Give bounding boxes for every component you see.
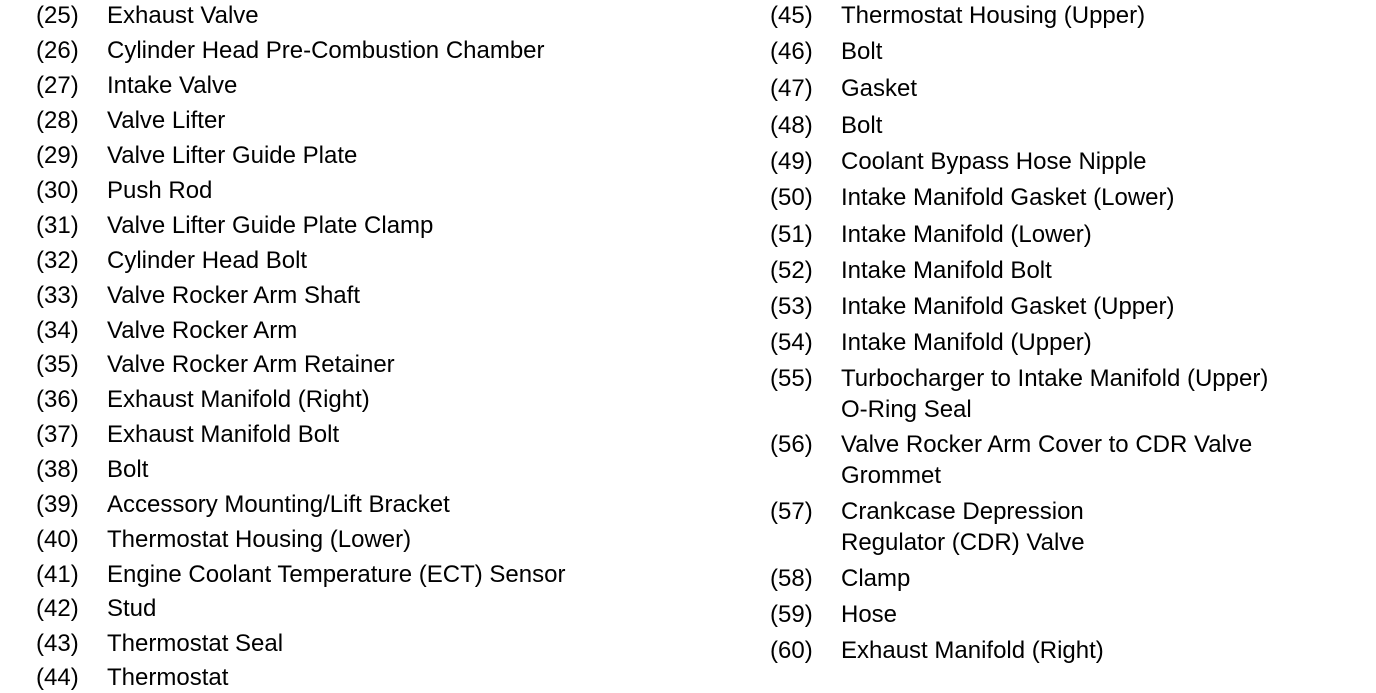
item-number: (51) [770, 221, 813, 248]
item-label-line1: Turbocharger to Intake Manifold (Upper) [841, 365, 1269, 392]
item-number: (60) [770, 637, 813, 664]
item-number: (38) [36, 456, 79, 483]
item-label: Cylinder Head Bolt [107, 247, 308, 274]
item-number: (54) [770, 329, 813, 356]
item-number: (27) [36, 72, 79, 99]
item-label: Stud [107, 595, 157, 622]
item-label: Exhaust Manifold (Right) [841, 637, 1104, 664]
item-number: (42) [36, 595, 79, 622]
item-number: (45) [770, 2, 813, 29]
item-number: (59) [770, 601, 813, 628]
item-number: (56) [770, 431, 813, 458]
item-number: (29) [36, 142, 79, 169]
item-label-line1: Valve Rocker Arm Cover to CDR Valve [841, 431, 1253, 458]
item-label: Exhaust Manifold (Right) [107, 386, 370, 413]
item-number: (26) [36, 37, 79, 64]
item-number: (44) [36, 664, 79, 691]
item-number: (49) [770, 148, 813, 175]
item-label-line2: Regulator (CDR) Valve [841, 529, 1085, 556]
item-label: Thermostat Housing (Lower) [107, 526, 412, 553]
item-number: (50) [770, 184, 813, 211]
item-label-multiline [841, 363, 1268, 425]
item-label: Intake Manifold Gasket (Upper) [841, 293, 1175, 320]
item-label: Intake Valve [107, 72, 238, 99]
item-label: Coolant Bypass Hose Nipple [841, 148, 1147, 175]
item-label: Valve Rocker Arm Retainer [107, 351, 395, 378]
item-label: Intake Manifold Gasket (Lower) [841, 184, 1175, 211]
item-number: (43) [36, 630, 79, 657]
item-label: Hose [841, 601, 898, 628]
item-number: (25) [36, 2, 79, 29]
item-label: Valve Lifter Guide Plate Clamp [107, 212, 434, 239]
item-label: Valve Lifter Guide Plate [107, 142, 358, 169]
item-label-line2: O-Ring Seal [841, 396, 972, 423]
item-label: Valve Rocker Arm Shaft [107, 282, 360, 309]
item-label: Intake Manifold Bolt [841, 257, 1052, 284]
item-label: Gasket [841, 75, 918, 102]
item-number: (28) [36, 107, 79, 134]
item-label: Valve Lifter [107, 107, 226, 134]
item-label: Cylinder Head Pre-Combustion Chamber [107, 37, 545, 64]
item-number: (34) [36, 317, 79, 344]
item-label: Thermostat Seal [107, 630, 284, 657]
item-label-multiline [841, 496, 1085, 558]
item-number: (30) [36, 177, 79, 204]
item-label: Accessory Mounting/Lift Bracket [107, 491, 450, 518]
item-number: (52) [770, 257, 813, 284]
item-number: (58) [770, 565, 813, 592]
item-number: (47) [770, 75, 813, 102]
item-number: (35) [36, 351, 79, 378]
item-label: Bolt [841, 38, 883, 65]
item-number: (53) [770, 293, 813, 320]
item-label: Thermostat [107, 664, 229, 691]
item-number: (36) [36, 386, 79, 413]
item-label: Engine Coolant Temperature (ECT) Sensor [107, 561, 566, 588]
item-number: (31) [36, 212, 79, 239]
item-label: Clamp [841, 565, 911, 592]
item-number: (46) [770, 38, 813, 65]
item-label: Intake Manifold (Lower) [841, 221, 1092, 248]
item-label-line2: Grommet [841, 462, 942, 489]
item-number: (57) [770, 498, 813, 525]
item-label: Push Rod [107, 177, 213, 204]
item-number: (33) [36, 282, 79, 309]
item-label-multiline [841, 429, 1252, 491]
item-number: (40) [36, 526, 79, 553]
item-label: Exhaust Manifold Bolt [107, 421, 340, 448]
item-number: (41) [36, 561, 79, 588]
item-label: Valve Rocker Arm [107, 317, 298, 344]
item-label-line1: Crankcase Depression [841, 498, 1084, 525]
item-label: Exhaust Valve [107, 2, 259, 29]
item-label: Thermostat Housing (Upper) [841, 2, 1146, 29]
item-number: (39) [36, 491, 79, 518]
item-number: (32) [36, 247, 79, 274]
item-label: Bolt [841, 112, 883, 139]
item-label: Intake Manifold (Upper) [841, 329, 1092, 356]
item-number: (48) [770, 112, 813, 139]
item-number: (37) [36, 421, 79, 448]
item-label: Bolt [107, 456, 149, 483]
item-number: (55) [770, 365, 813, 392]
